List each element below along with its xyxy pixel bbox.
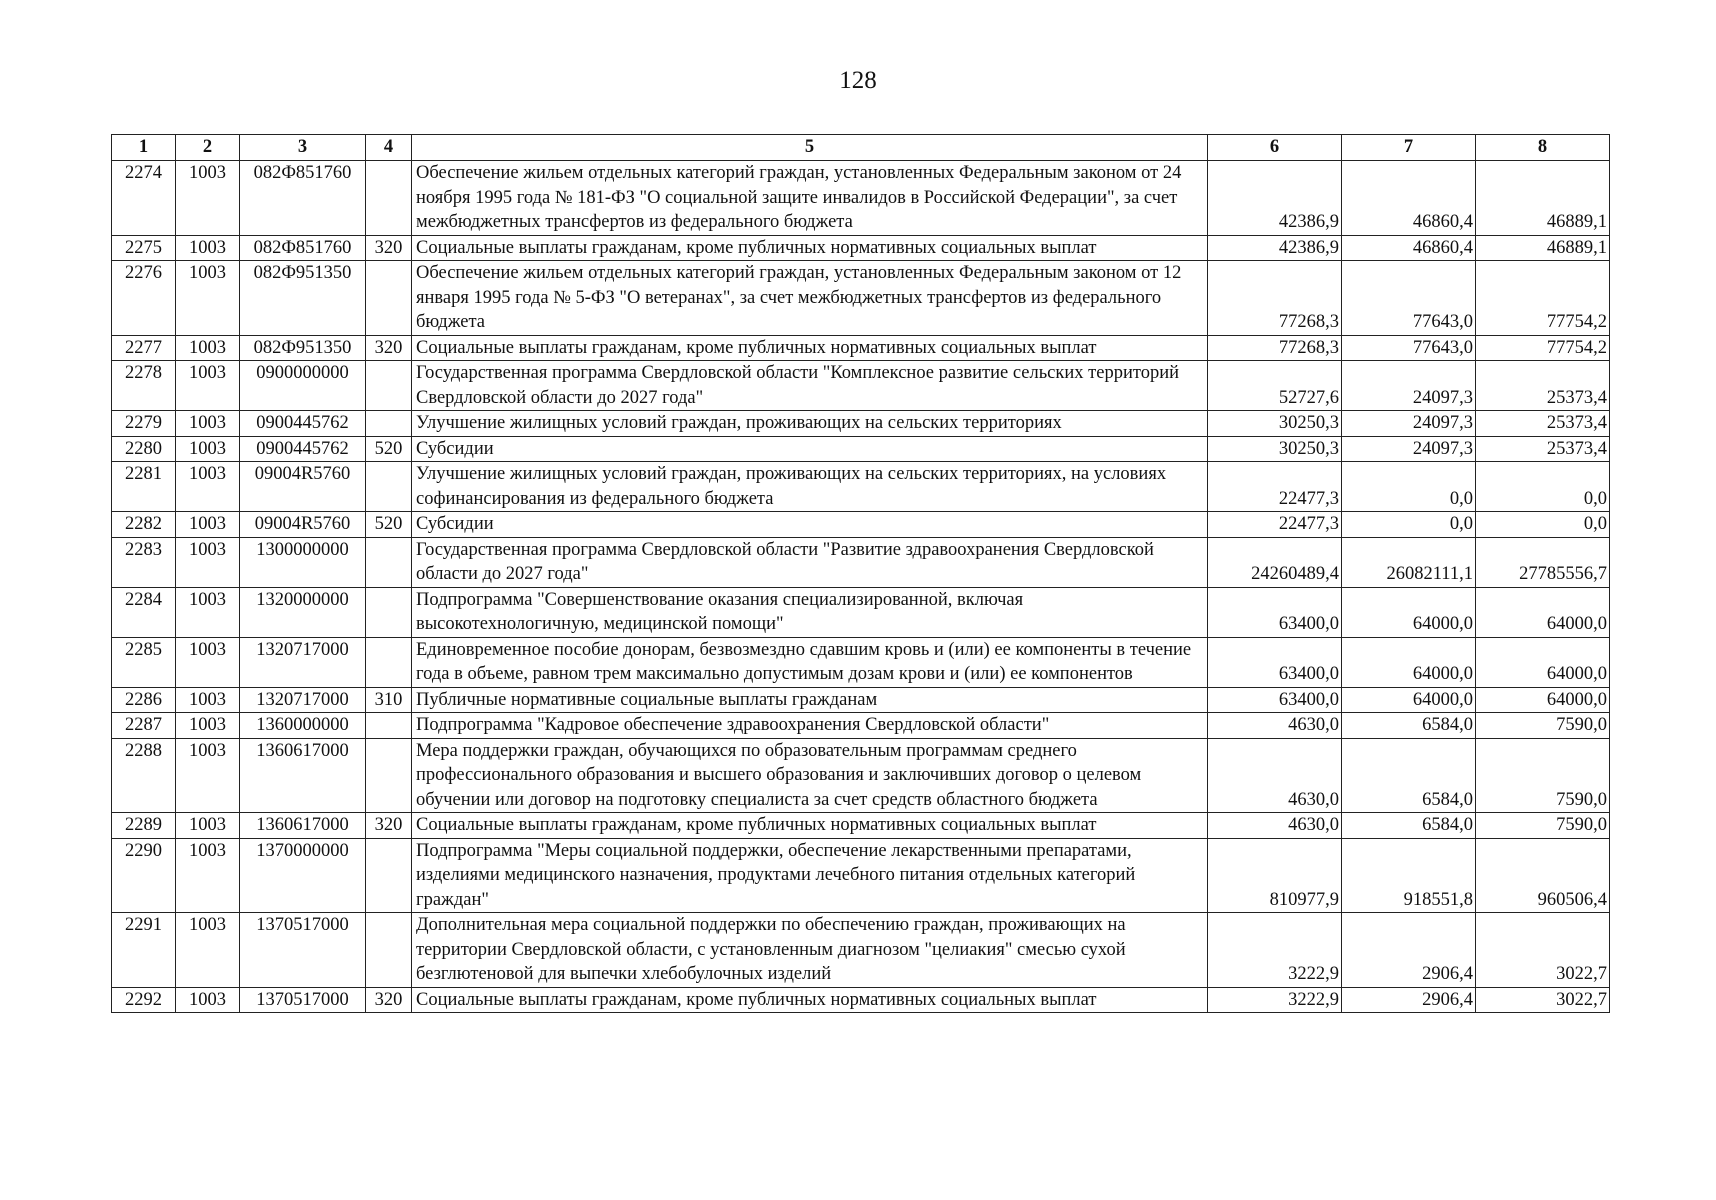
target-article-code: 1320000000 — [240, 587, 366, 637]
target-article-code: 1370517000 — [240, 913, 366, 988]
amount-col-7: 46860,4 — [1342, 235, 1476, 261]
amount-col-7: 77643,0 — [1342, 335, 1476, 361]
table-row — [112, 713, 1610, 739]
amount-col-6: 63400,0 — [1208, 687, 1342, 713]
row-number: 2282 — [112, 512, 176, 538]
target-article-code: 1320717000 — [240, 637, 366, 687]
header-col-2: 2 — [176, 135, 240, 161]
amount-col-6: 52727,6 — [1208, 361, 1342, 411]
section-code: 1003 — [176, 537, 240, 587]
amount-col-7: 0,0 — [1342, 462, 1476, 512]
table-row — [112, 637, 1610, 687]
item-name: Государственная программа Свердловской области "Развитие здравоохранения Свердловской области до 2027 года" — [412, 537, 1208, 587]
target-article-code: 082Ф851760 — [240, 161, 366, 236]
row-number: 2289 — [112, 813, 176, 839]
row-number: 2286 — [112, 687, 176, 713]
expense-type-code — [366, 411, 412, 437]
expense-type-code: 310 — [366, 687, 412, 713]
amount-col-6: 42386,9 — [1208, 161, 1342, 236]
section-code: 1003 — [176, 838, 240, 913]
expense-type-code: 320 — [366, 813, 412, 839]
expense-type-code — [366, 637, 412, 687]
expense-type-code: 320 — [366, 987, 412, 1013]
amount-col-8: 77754,2 — [1476, 335, 1610, 361]
target-article-code: 09004R5760 — [240, 512, 366, 538]
item-name: Дополнительная мера социальной поддержки по обеспечению граждан, проживающих на территории Свердловской области, с установленным диагнозом "целиакия" смесью сухой безглютеновой для выпечки хлебобулочных изделий — [412, 913, 1208, 988]
target-article-code: 1370000000 — [240, 838, 366, 913]
section-code: 1003 — [176, 913, 240, 988]
table-row — [112, 335, 1610, 361]
section-code: 1003 — [176, 512, 240, 538]
amount-col-7: 24097,3 — [1342, 436, 1476, 462]
row-number: 2284 — [112, 587, 176, 637]
expense-type-code — [366, 261, 412, 336]
section-code: 1003 — [176, 261, 240, 336]
amount-col-7: 6584,0 — [1342, 738, 1476, 813]
amount-col-8: 960506,4 — [1476, 838, 1610, 913]
amount-col-8: 46889,1 — [1476, 235, 1610, 261]
amount-col-6: 22477,3 — [1208, 462, 1342, 512]
amount-col-8: 3022,7 — [1476, 913, 1610, 988]
amount-col-7: 24097,3 — [1342, 411, 1476, 437]
amount-col-6: 77268,3 — [1208, 261, 1342, 336]
amount-col-7: 64000,0 — [1342, 587, 1476, 637]
expense-type-code: 320 — [366, 235, 412, 261]
amount-col-7: 77643,0 — [1342, 261, 1476, 336]
item-name: Субсидии — [412, 436, 1208, 462]
target-article-code: 1370517000 — [240, 987, 366, 1013]
table-row — [112, 913, 1610, 988]
table-row — [112, 687, 1610, 713]
section-code: 1003 — [176, 713, 240, 739]
amount-col-8: 46889,1 — [1476, 161, 1610, 236]
amount-col-7: 24097,3 — [1342, 361, 1476, 411]
expense-type-code — [366, 838, 412, 913]
table-row — [112, 261, 1610, 336]
amount-col-6: 3222,9 — [1208, 913, 1342, 988]
header-col-4: 4 — [366, 135, 412, 161]
table-row — [112, 436, 1610, 462]
amount-col-8: 27785556,7 — [1476, 537, 1610, 587]
table-header-row — [112, 135, 1610, 161]
amount-col-8: 25373,4 — [1476, 361, 1610, 411]
amount-col-8: 25373,4 — [1476, 411, 1610, 437]
expense-type-code — [366, 738, 412, 813]
amount-col-7: 2906,4 — [1342, 987, 1476, 1013]
section-code: 1003 — [176, 738, 240, 813]
table-row — [112, 161, 1610, 236]
amount-col-7: 46860,4 — [1342, 161, 1476, 236]
amount-col-6: 22477,3 — [1208, 512, 1342, 538]
amount-col-7: 64000,0 — [1342, 687, 1476, 713]
target-article-code: 0900445762 — [240, 436, 366, 462]
section-code: 1003 — [176, 361, 240, 411]
amount-col-6: 77268,3 — [1208, 335, 1342, 361]
table-row — [112, 587, 1610, 637]
section-code: 1003 — [176, 587, 240, 637]
target-article-code: 082Ф951350 — [240, 335, 366, 361]
item-name: Единовременное пособие донорам, безвозмездно сдавшим кровь и (или) ее компоненты в течение года в объеме, равном трем максимально допустимым дозам крови и (или) ее компонентов — [412, 637, 1208, 687]
amount-col-8: 7590,0 — [1476, 738, 1610, 813]
amount-col-8: 7590,0 — [1476, 813, 1610, 839]
amount-col-8: 7590,0 — [1476, 713, 1610, 739]
expense-type-code — [366, 361, 412, 411]
amount-col-7: 918551,8 — [1342, 838, 1476, 913]
row-number: 2292 — [112, 987, 176, 1013]
expense-type-code — [366, 913, 412, 988]
expense-type-code: 520 — [366, 512, 412, 538]
table-row — [112, 411, 1610, 437]
row-number: 2280 — [112, 436, 176, 462]
target-article-code: 1300000000 — [240, 537, 366, 587]
section-code: 1003 — [176, 161, 240, 236]
amount-col-6: 30250,3 — [1208, 436, 1342, 462]
target-article-code: 09004R5760 — [240, 462, 366, 512]
row-number: 2291 — [112, 913, 176, 988]
amount-col-8: 64000,0 — [1476, 637, 1610, 687]
item-name: Улучшение жилищных условий граждан, проживающих на сельских территориях — [412, 411, 1208, 437]
section-code: 1003 — [176, 436, 240, 462]
section-code: 1003 — [176, 235, 240, 261]
amount-col-6: 63400,0 — [1208, 587, 1342, 637]
item-name: Мера поддержки граждан, обучающихся по образовательным программам среднего профессионального образования и высшего образования и заключивших договор о целевом обучении или договор на подготовку специалиста за счет средств областного бюджета — [412, 738, 1208, 813]
section-code: 1003 — [176, 411, 240, 437]
target-article-code: 1360617000 — [240, 813, 366, 839]
item-name: Обеспечение жильем отдельных категорий граждан, установленных Федеральным законом от 12 января 1995 года № 5-ФЗ "О ветеранах", за счет межбюджетных трансфертов из федерального бюджета — [412, 261, 1208, 336]
section-code: 1003 — [176, 987, 240, 1013]
budget-table — [111, 134, 1610, 1013]
table-row — [112, 361, 1610, 411]
expense-type-code: 520 — [366, 436, 412, 462]
header-col-7: 7 — [1342, 135, 1476, 161]
amount-col-7: 26082111,1 — [1342, 537, 1476, 587]
item-name: Обеспечение жильем отдельных категорий граждан, установленных Федеральным законом от 24 ноября 1995 года № 181-ФЗ "О социальной защите инвалидов в Российской Федерации", за счет межбюджетных трансфертов из федерального бюджета — [412, 161, 1208, 236]
amount-col-7: 64000,0 — [1342, 637, 1476, 687]
amount-col-6: 810977,9 — [1208, 838, 1342, 913]
item-name: Публичные нормативные социальные выплаты гражданам — [412, 687, 1208, 713]
item-name: Социальные выплаты гражданам, кроме публичных нормативных социальных выплат — [412, 235, 1208, 261]
header-col-1: 1 — [112, 135, 176, 161]
row-number: 2288 — [112, 738, 176, 813]
header-col-8: 8 — [1476, 135, 1610, 161]
expense-type-code: 320 — [366, 335, 412, 361]
expense-type-code — [366, 462, 412, 512]
target-article-code: 1320717000 — [240, 687, 366, 713]
row-number: 2274 — [112, 161, 176, 236]
table-row — [112, 537, 1610, 587]
item-name: Государственная программа Свердловской области "Комплексное развитие сельских территорий Свердловской области до 2027 года" — [412, 361, 1208, 411]
row-number: 2290 — [112, 838, 176, 913]
section-code: 1003 — [176, 462, 240, 512]
amount-col-6: 30250,3 — [1208, 411, 1342, 437]
section-code: 1003 — [176, 637, 240, 687]
header-col-6: 6 — [1208, 135, 1342, 161]
amount-col-6: 3222,9 — [1208, 987, 1342, 1013]
expense-type-code — [366, 587, 412, 637]
amount-col-6: 24260489,4 — [1208, 537, 1342, 587]
amount-col-6: 4630,0 — [1208, 713, 1342, 739]
row-number: 2281 — [112, 462, 176, 512]
amount-col-6: 42386,9 — [1208, 235, 1342, 261]
row-number: 2285 — [112, 637, 176, 687]
page-number: 128 — [839, 67, 877, 94]
amount-col-7: 6584,0 — [1342, 813, 1476, 839]
table-row — [112, 838, 1610, 913]
amount-col-8: 3022,7 — [1476, 987, 1610, 1013]
item-name: Улучшение жилищных условий граждан, проживающих на сельских территориях, на условиях софинансирования из федерального бюджета — [412, 462, 1208, 512]
table-row — [112, 235, 1610, 261]
row-number: 2276 — [112, 261, 176, 336]
row-number: 2278 — [112, 361, 176, 411]
target-article-code: 1360000000 — [240, 713, 366, 739]
amount-col-6: 63400,0 — [1208, 637, 1342, 687]
amount-col-8: 64000,0 — [1476, 687, 1610, 713]
section-code: 1003 — [176, 687, 240, 713]
row-number: 2279 — [112, 411, 176, 437]
amount-col-8: 0,0 — [1476, 512, 1610, 538]
amount-col-7: 0,0 — [1342, 512, 1476, 538]
amount-col-6: 4630,0 — [1208, 813, 1342, 839]
section-code: 1003 — [176, 335, 240, 361]
expense-type-code — [366, 713, 412, 739]
table-row — [112, 813, 1610, 839]
item-name: Социальные выплаты гражданам, кроме публичных нормативных социальных выплат — [412, 987, 1208, 1013]
row-number: 2277 — [112, 335, 176, 361]
row-number: 2283 — [112, 537, 176, 587]
table-row — [112, 987, 1610, 1013]
row-number: 2275 — [112, 235, 176, 261]
target-article-code: 1360617000 — [240, 738, 366, 813]
amount-col-6: 4630,0 — [1208, 738, 1342, 813]
item-name: Подпрограмма "Совершенствование оказания специализированной, включая высокотехнологичную, медицинской помощи" — [412, 587, 1208, 637]
amount-col-8: 25373,4 — [1476, 436, 1610, 462]
item-name: Субсидии — [412, 512, 1208, 538]
header-col-5: 5 — [412, 135, 1208, 161]
amount-col-7: 6584,0 — [1342, 713, 1476, 739]
target-article-code: 0900445762 — [240, 411, 366, 437]
target-article-code: 082Ф851760 — [240, 235, 366, 261]
item-name: Социальные выплаты гражданам, кроме публичных нормативных социальных выплат — [412, 335, 1208, 361]
header-col-3: 3 — [240, 135, 366, 161]
row-number: 2287 — [112, 713, 176, 739]
target-article-code: 082Ф951350 — [240, 261, 366, 336]
expense-type-code — [366, 161, 412, 236]
amount-col-7: 2906,4 — [1342, 913, 1476, 988]
expense-type-code — [366, 537, 412, 587]
section-code: 1003 — [176, 813, 240, 839]
item-name: Подпрограмма "Кадровое обеспечение здравоохранения Свердловской области" — [412, 713, 1208, 739]
amount-col-8: 64000,0 — [1476, 587, 1610, 637]
amount-col-8: 0,0 — [1476, 462, 1610, 512]
table-row — [112, 738, 1610, 813]
table-row — [112, 462, 1610, 512]
amount-col-8: 77754,2 — [1476, 261, 1610, 336]
item-name: Подпрограмма "Меры социальной поддержки, обеспечение лекарственными препаратами, изделиями медицинского назначения, продуктами лечебного питания отдельных категорий граждан" — [412, 838, 1208, 913]
table-row — [112, 512, 1610, 538]
target-article-code: 0900000000 — [240, 361, 366, 411]
item-name: Социальные выплаты гражданам, кроме публичных нормативных социальных выплат — [412, 813, 1208, 839]
